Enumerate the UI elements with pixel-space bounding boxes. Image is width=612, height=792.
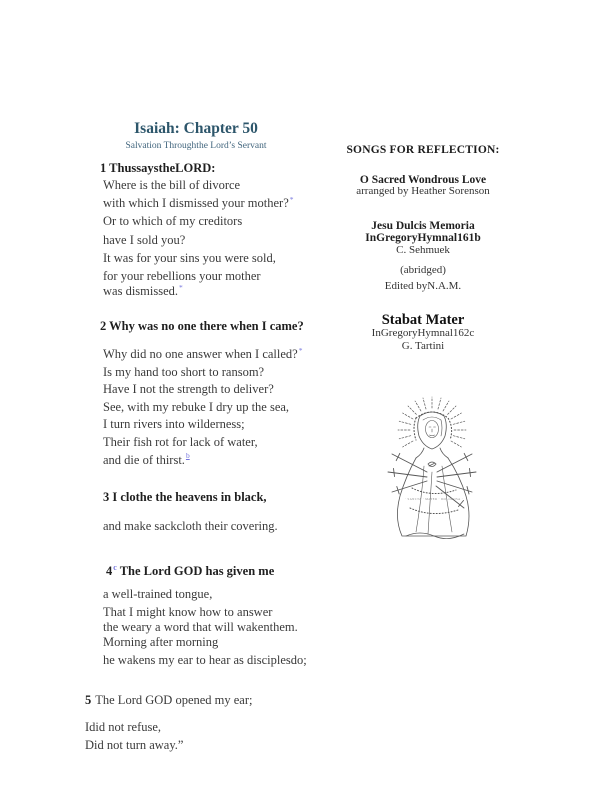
verse-5-body [85, 719, 183, 754]
verse-5-heading [85, 693, 253, 708]
page-title: Isaiah: Chapter 50 [134, 120, 258, 137]
verse-line: was dismissed.* [103, 283, 183, 299]
verse-3-heading: 3 I clothe the heavens in black, [103, 490, 267, 504]
verse-line: for your rebellions your mother [103, 269, 261, 284]
verse-line: Why did no one answer when I called?* [103, 345, 303, 361]
verse-4-body [103, 586, 307, 669]
verse-line: with which I dismissed your mother?* [103, 195, 294, 211]
madonna-line-drawing-icon [372, 396, 496, 548]
song-credit: arranged by Heather Sorenson [356, 185, 490, 197]
verse-line: Have I not the strength to deliver? [103, 382, 274, 397]
verse-2-heading: 2 Why was no one there when I came? [100, 319, 304, 333]
verse-line: Did not turn away.” [85, 737, 184, 752]
stabat-mater-artwork [372, 396, 496, 548]
song-hymnal-ref: InGregoryHymnal161b [365, 232, 481, 244]
footnote-marker[interactable]: c [113, 562, 117, 572]
song-entry-1 [333, 175, 513, 197]
song-entry-2 [333, 220, 513, 292]
verse-2-body [103, 346, 302, 469]
verse-line: It was for your sins you were sold, [103, 250, 276, 265]
song-entry-3 [333, 313, 513, 352]
verse-line: he wakens my ear to hear as disciplesdo; [103, 652, 307, 667]
verse-line: a well-trained tongue, [103, 587, 213, 601]
song-title: Stabat Mater [381, 312, 465, 328]
verse-number: 4 [106, 564, 113, 578]
verse-line: and make sackcloth their covering. [103, 519, 278, 533]
verse-line: Morning after morning [103, 635, 219, 650]
verse-line: Is my hand too short to ransom? [103, 364, 265, 379]
artwork-inscription: · SANCTA · MATER · DOLOROSA · [404, 497, 464, 501]
verse-line: Their fish rot for lack of water, [103, 434, 258, 449]
footnote-link[interactable]: b [185, 451, 190, 461]
song-composer: C. Sehmuek [396, 244, 450, 256]
song-hymnal-ref: InGregoryHymnal162c [371, 327, 475, 339]
verse-line: I turn rivers into wilderness; [103, 417, 245, 432]
verse-4-heading [106, 564, 274, 579]
verse-line: Where is the bill of divorce [103, 178, 241, 192]
verse-line: Or to which of my creditors [103, 214, 243, 229]
page-subtitle: Salvation Throughthe Lord’s Servant [125, 141, 267, 151]
song-composer: G. Tartini [401, 340, 445, 352]
verse-1-body [103, 176, 294, 298]
verse-line: have I sold you? [103, 232, 186, 247]
verse-number: 5 [85, 693, 92, 707]
verse-line: and die of thirst.$^b$ [103, 451, 190, 467]
verse-heading-text: The Lord GOD opened my ear; [95, 693, 253, 707]
verse-3-body [103, 517, 278, 535]
song-editor: Edited byN.A.M. [384, 280, 462, 292]
footnote-marker[interactable]: * [298, 345, 303, 355]
song-title: Jesu Dulcis Memoria [371, 220, 475, 232]
footnote-marker[interactable]: * [179, 283, 183, 293]
songs-section-heading: SONGS FOR REFLECTION: [346, 144, 500, 156]
verse-line: See, with my rebuke I dry up the sea, [103, 399, 290, 414]
verse-line: the weary a word that will wakenthem. [103, 620, 298, 635]
song-note: (abridged) [400, 263, 446, 276]
verse-1-heading: 1 ThussaystheLORD: [100, 161, 216, 175]
footnote-marker[interactable]: * [289, 195, 294, 205]
verse-line: Idid not refuse, [85, 720, 162, 734]
verse-heading-text: The Lord GOD has given me [119, 564, 275, 578]
song-title: O Sacred Wondrous Love [359, 174, 487, 186]
verse-line: That I might know how to answer [103, 604, 273, 619]
